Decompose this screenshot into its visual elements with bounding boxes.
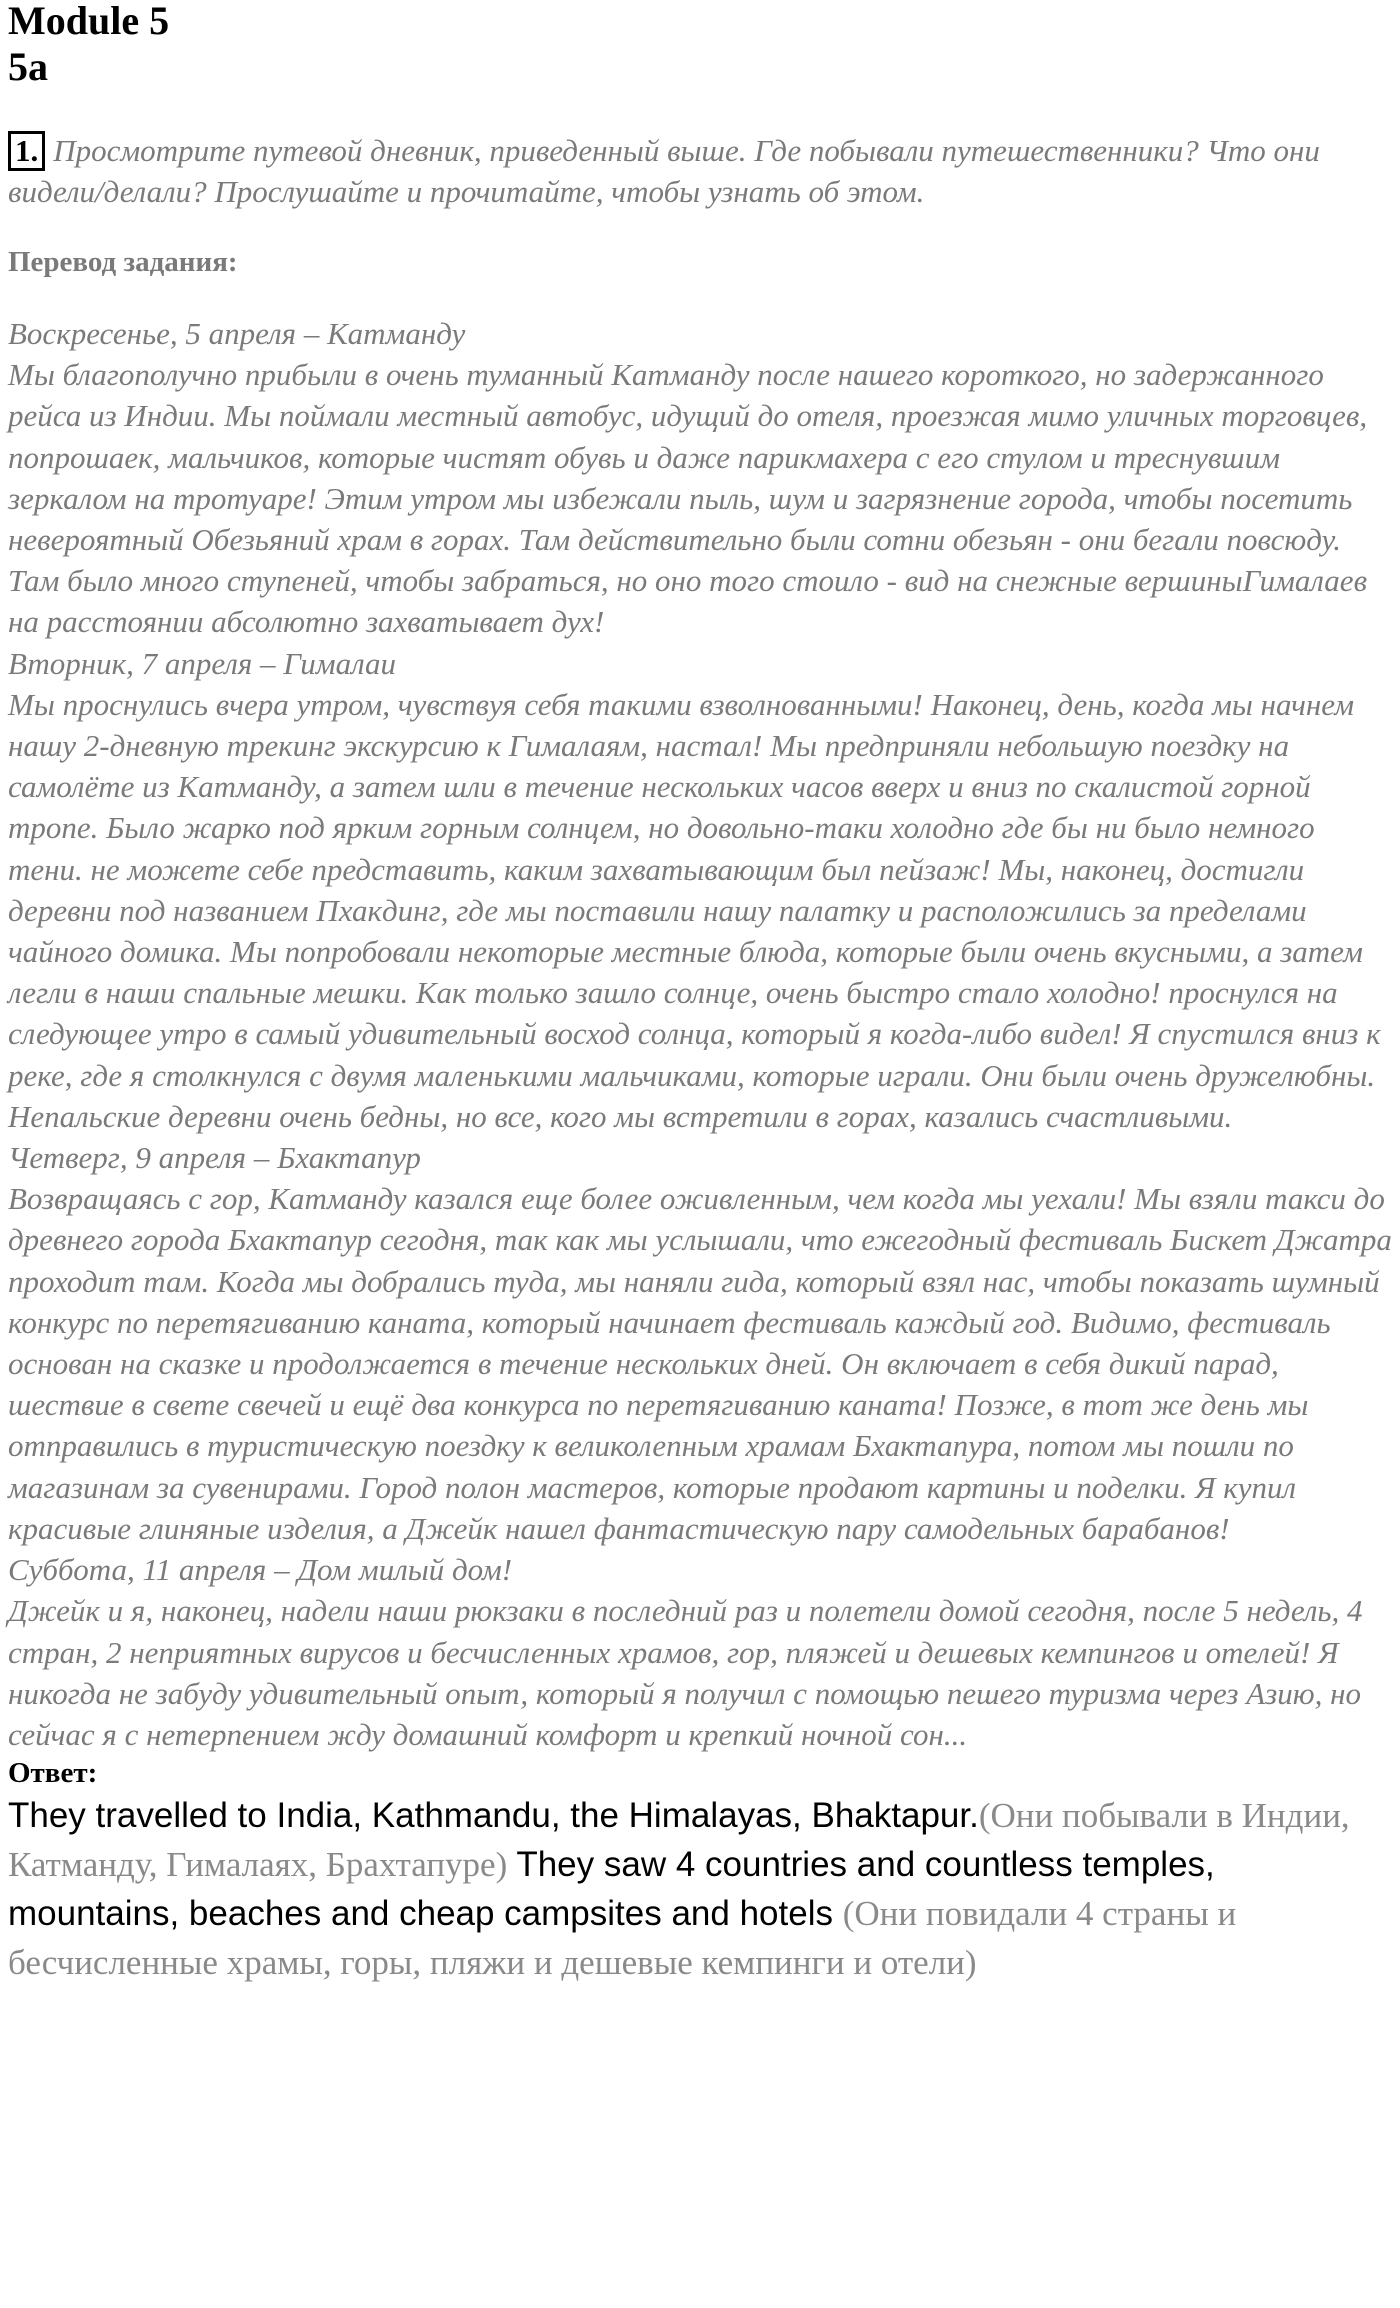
task-text: Просмотрите путевой дневник, приведенный выше. Где побывали путешественники? Что они видели/делали? Прослушайте и прочитайте, чтобы узнать об этом. xyxy=(8,133,1320,209)
diary-translation xyxy=(8,313,1392,1755)
lesson-title: 5a xyxy=(8,44,48,89)
page xyxy=(8,0,1392,1987)
module-title: Module 5 xyxy=(8,0,170,43)
diary-entry-text: Джейк и я, наконец, надели наши рюкзаки в последний раз и полетели домой сегодня, после 5 недель, 4 стран, 2 неприятных вирусов и бесчисленных храмов, гор, пляжей и дешевых кемпингов и отелей! Я никогда не забуду удивительный опыт, который я получил с помощью пешего туризма через Азию, но сейчас я с нетерпением жду домашний комфорт и крепкий ночной сон... xyxy=(8,1593,1363,1752)
diary-entry-heading: Воскресенье, 5 апреля – Катманду xyxy=(8,316,466,351)
task-number: 1. xyxy=(8,131,45,171)
diary-entry-heading: Четверг, 9 апреля – Бхактапур xyxy=(8,1140,421,1176)
translation-label: Перевод задания: xyxy=(8,246,238,278)
answer-label: Ответ: xyxy=(8,1757,98,1790)
answer-russian-2: (Они повидали 4 страны и бесчисленные храмы, горы, пляжи и дешевые кемпинги и отели) xyxy=(8,1894,1237,1983)
diary-entry-text: Мы проснулись вчера утром, чувствуя себя такими взволнованными! Наконец, день, когда мы начнем нашу 2-дневную трекинг экскурсию к Гималаям, настал! Мы предприняли небольшую поездку на самолёте из Катманду, а затем шли в течение нескольких часов вверх и вниз по скалистой горной тропе. Было жарко под ярким горным солнцем, но довольно-таки холодно где бы ни было немного тени. не можете себе представить, каким захватывающим был пейзаж! Мы, наконец, достигли деревни под названием Пхакдинг, где мы поставили нашу палатку и расположились за пределами чайного домика. Мы попробовали некоторые местные блюда, которые были очень вкусными, а затем легли в наши спальные мешки. Как только зашло солнце, очень быстро стало холодно! проснулся на следующее утро в самый удивительный восход солнца, который я когда-либо видел! Я спустился вниз к реке, где я столкнулся с двумя маленькими мальчиками, которые играли. Они были очень дружелюбны. Непальские деревни очень бедны, но все, кого мы встретили в горах, казались счастливыми. xyxy=(8,686,1381,1134)
answer-english-2: They saw 4 countries and countless temples, mountains, beaches and cheap campsites and hotels xyxy=(8,1845,1215,1934)
diary-entry-heading: Вторник, 7 апреля – Гималаи xyxy=(8,645,396,681)
task-instruction xyxy=(8,130,1392,212)
diary-entry-text: Возвращаясь с гор, Катманду казался еще более оживленным, чем когда мы уехали! Мы взяли такси до древнего города Бхактапур сегодня, так как мы услышали, что ежегодный фестиваль Бискет Джатра проходит там. Когда мы добрались туда, мы наняли гида, который взял нас, чтобы показать шумный конкурс по перетягиванию каната, который начинает фестиваль каждый год. Видимо, фестиваль основан на сказке и продолжается в течение нескольких дней. Он включает в себя дикий парад, шествие в свете свечей и ещё два конкурса по перетягиванию каната! Позже, в тот же день мы отправились в туристическую поездку к великолепным храмам Бхактапура, потом мы пошли по магазинам за сувенирами. Город полон мастеров, которые продают картины и поделки. Я купил красивые глиняные изделия, а Джейк нашел фантастическую пару самодельных барабанов! xyxy=(8,1181,1392,1546)
answer-russian-1: (Они побывали в Индии, Катманду, Гималаях, Брахтапуре) xyxy=(8,1796,1350,1885)
answer-english-1: They travelled to India, Kathmandu, the Himalayas, Bhaktapur. xyxy=(8,1796,979,1836)
answer-text xyxy=(8,1791,1392,1987)
diary-entry-text: Мы благополучно прибыли в очень туманный Катманду после нашего короткого, но задержанного рейса из Индии. Мы поймали местный автобус, идущий до отеля, проезжая мимо уличных торговцев, попрошаек, мальчиков, которые чистят обувь и даже парикмахера с его стулом и треснувшим зеркалом на тротуаре! Этим утром мы избежали пыль, шум и загрязнение города, чтобы посетить невероятный Обезьяний храм в горах. Там действительно были сотни обезьян - они бегали повсюду. Там было много ступеней, чтобы забраться, но оно того стоило - вид на снежные вершиныГималаев на расстоянии абсолютно захватывает дух! xyxy=(8,357,1368,640)
diary-entry-heading: Суббота, 11 апреля – Дом милый дом! xyxy=(8,1552,513,1588)
